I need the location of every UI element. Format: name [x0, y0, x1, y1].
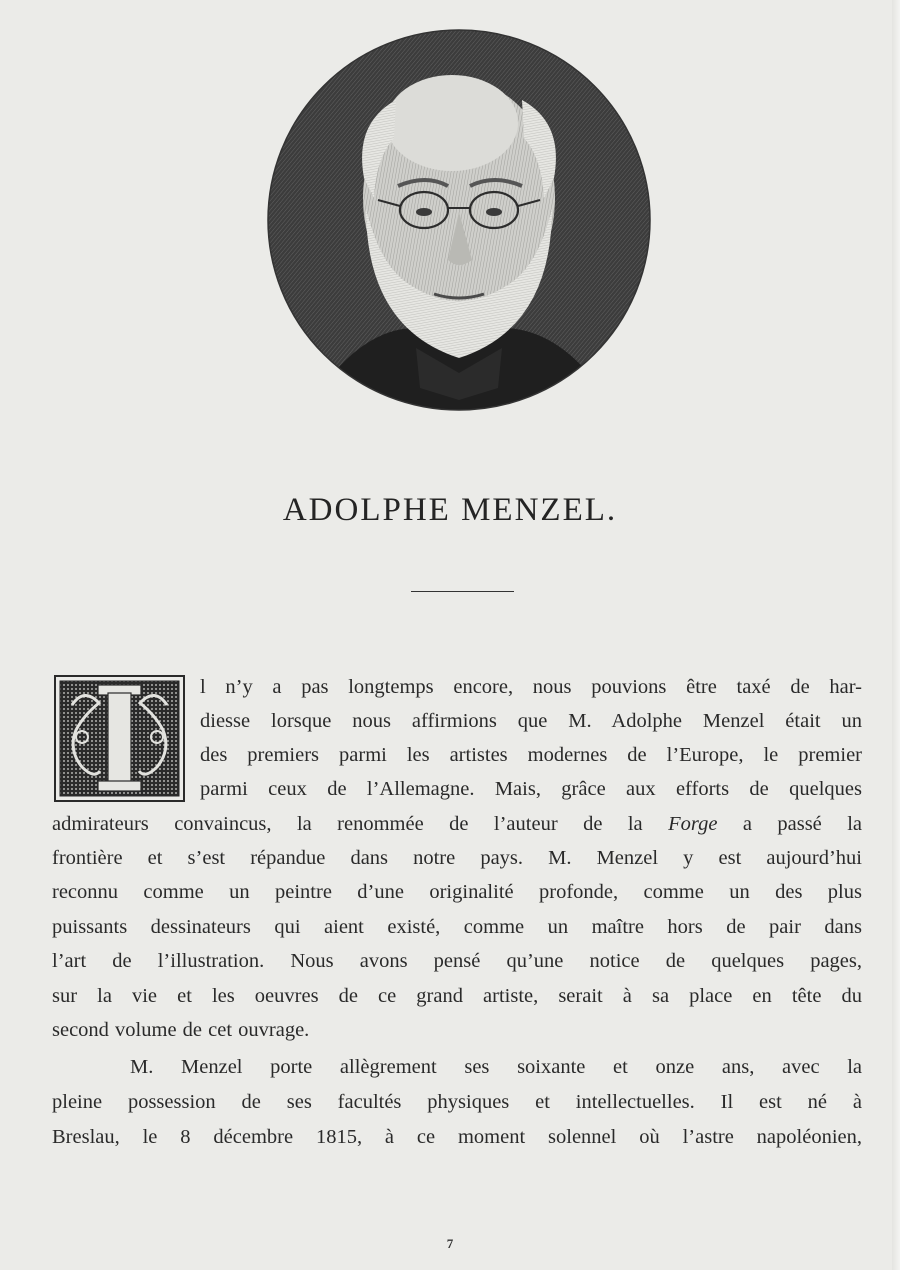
title-divider [411, 591, 514, 592]
paragraph-1-line-10: sur la vie et les oeuvres de ce grand artiste, serait à sa place en tête du [52, 985, 862, 1007]
paragraph-1-line-5 [52, 811, 862, 837]
paragraph-1-line-8: puissants dessinateurs qui aient existé, comme un maître hors de pair dans [52, 916, 862, 938]
paragraph-2-line-2: pleine possession de ses facultés physiques et intellectuelles. Il est né à [52, 1091, 862, 1113]
page-edge [892, 0, 900, 1270]
paragraph-1-line-1: l n’y a pas longtemps encore, nous pouvions être taxé de har- [200, 676, 862, 698]
paragraph-2-line-3: Breslau, le 8 décembre 1815, à ce moment solennel où l’astre napoléonien, [52, 1126, 862, 1148]
line-5-text-before: admirateurs convaincus, la renommée de l’auteur de la [52, 813, 669, 835]
paragraph-1-line-7: reconnu comme un peintre d’une originalité profonde, comme un des plus [52, 881, 862, 903]
paragraph-2-line-1: M. Menzel porte allègrement ses soixante et onze ans, avec la [130, 1056, 862, 1078]
paragraph-1-line-9: l’art de l’illustration. Nous avons pensé qu’une notice de quelques pages, [52, 950, 862, 972]
paragraph-1-line-6: frontière et s’est répandue dans notre pays. M. Menzel y est aujourd’hui [52, 847, 862, 869]
portrait-engraving [266, 28, 652, 412]
drop-cap-letter: I [119, 755, 120, 756]
paragraph-1-line-2: diesse lorsque nous affirmions que M. Adolphe Menzel était un [200, 710, 862, 732]
forge-title: Forge [668, 813, 718, 835]
line-5-text-after: a passé la [717, 813, 863, 835]
paragraph-1-line-4: parmi ceux de l’Allemagne. Mais, grâce aux efforts de quelques [200, 778, 862, 800]
page-number: 7 [446, 1236, 454, 1251]
paragraph-1-line-11: second volume de cet ouvrage. [52, 1019, 310, 1041]
drop-cap-initial [54, 675, 185, 802]
paragraph-1-line-3: des premiers parmi les artistes modernes de l’Europe, le premier [200, 744, 862, 766]
article-title: ADOLPHE MENZEL. [282, 492, 618, 528]
